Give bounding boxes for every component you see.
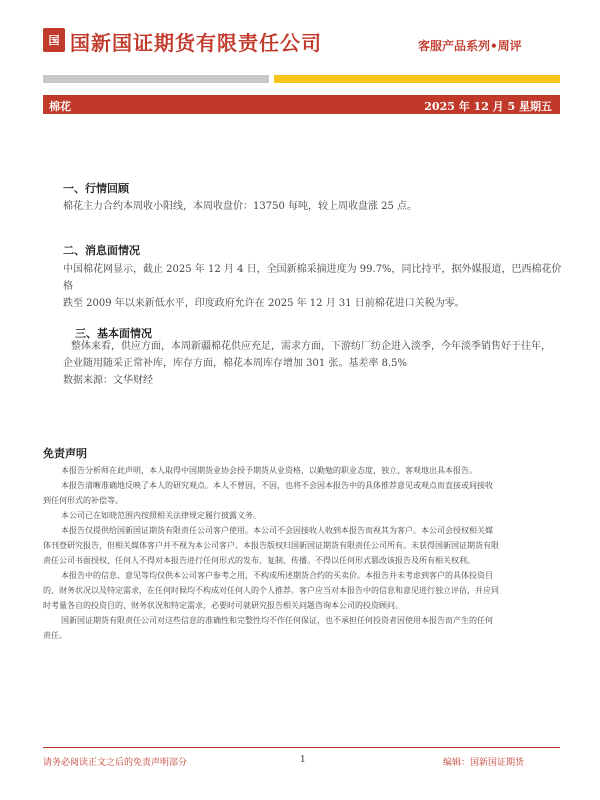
news-line: 中国棉花网显示，截止 2025 年 12 月 4 日，全国新棉采摘进度为 99.7%，同比持平，据外媒报道，巴西棉花价格 (63, 264, 562, 292)
section-body-fundamentals (63, 338, 563, 389)
disclaimer-title: 免责声明 (43, 447, 87, 460)
series-label: 客服产品系列•周评 (418, 39, 522, 53)
section-title-fundamentals: 三、基本面情况 (75, 327, 152, 340)
logo-char: 国 (48, 34, 60, 47)
fundamentals-line: 整体来看，供应方面，本周新疆棉花供应充足，需求方面，下游纺厂纺企进入淡季，今年淡季销售好于往年， (71, 341, 551, 352)
header-bar-gray (43, 75, 269, 83)
section-title-market-review: 一、行情回顾 (63, 182, 129, 195)
category-label: 棉花 (49, 100, 71, 113)
section-body-news (63, 261, 563, 312)
news-line: 跌至 2009 年以来新低水平，印度政府允许在 2025 年 12 月 31 日前棉花进口关税为零。 (63, 298, 465, 309)
disclaimer-paragraph: 本报告中的信息、意见等均仅供本公司客户参考之用，不构成所述期货合约的买卖价。本报告并未考虑到客户的具体投资目 的、财务状况以及特定需求，在任何时候均不构成对任何人的个人推荐。客户应当对本报告中的信息和意见进行独立评估，并应同 时考量各自的投资目的、财务状况和特定需求，必要时可就研究报告相关问题咨询本公司的投资顾问。 (43, 571, 499, 610)
company-logo (43, 28, 65, 52)
footer-editor: 编辑：国新国证期货 (443, 758, 525, 768)
section-body-market-review: 棉花主力合约本周收小阳线，本周收盘价：13750 每吨，较上周收盘涨 25 点。 (63, 201, 418, 212)
disclaimer-paragraph: 本报告仅提供给国新国证期货有限责任公司客户使用。本公司不会因接收人收到本报告而视其为客户。本公司会授权相关媒 体刊登研究报告，但相关媒体客户并不视为本公司客户。本报告版权归国新国证期货有限责任公司所有。未获得国新国证期货有限 责任公司书面授权，任何人不得对本报告进行任何形式的发布、复制、传播。不得以任何形式篡改该报告及所有相关权利。 (43, 526, 499, 565)
disclaimer-body (43, 463, 563, 643)
category-bar (43, 95, 560, 114)
footer-notice: 请务必阅读正文之后的免责声明部分 (43, 758, 188, 768)
section-title-news: 二、消息面情况 (63, 244, 140, 257)
disclaimer-paragraph: 国新国证期货有限责任公司对这些信息的准确性和完整性均不作任何保证，也不承担任何投资者因使用本报告而产生的任何 责任。 (43, 616, 493, 640)
disclaimer-paragraph: 本报告清晰准确地反映了本人的研究观点。本人不曾因，不因，也将不会因本报告中的具体推荐意见或观点而直接或间接收 到任何形式的补偿等。 (43, 481, 493, 505)
company-name: 国新国证期货有限责任公司 (70, 31, 322, 55)
page-number: 1 (300, 755, 306, 765)
report-date: 2025 年 12 月 5 星期五 (424, 100, 552, 113)
disclaimer-paragraph: 本公司已在如晓范围内按照相关法律规定履行披露义务。 (61, 511, 261, 520)
header-bar-yellow (274, 75, 560, 83)
data-source: 数据来源：文华财经 (63, 375, 153, 386)
disclaimer-paragraph: 本报告分析师在此声明，本人取得中国期货业协会授予期货从业资格，以勤勉的职业态度，独立、客观地出具本报告。 (61, 466, 477, 475)
footer-divider (43, 747, 560, 748)
fundamentals-line: 企业随用随采正常补库，库存方面，棉花本周库存增加 301 张。基差率 8.5% (63, 358, 408, 369)
